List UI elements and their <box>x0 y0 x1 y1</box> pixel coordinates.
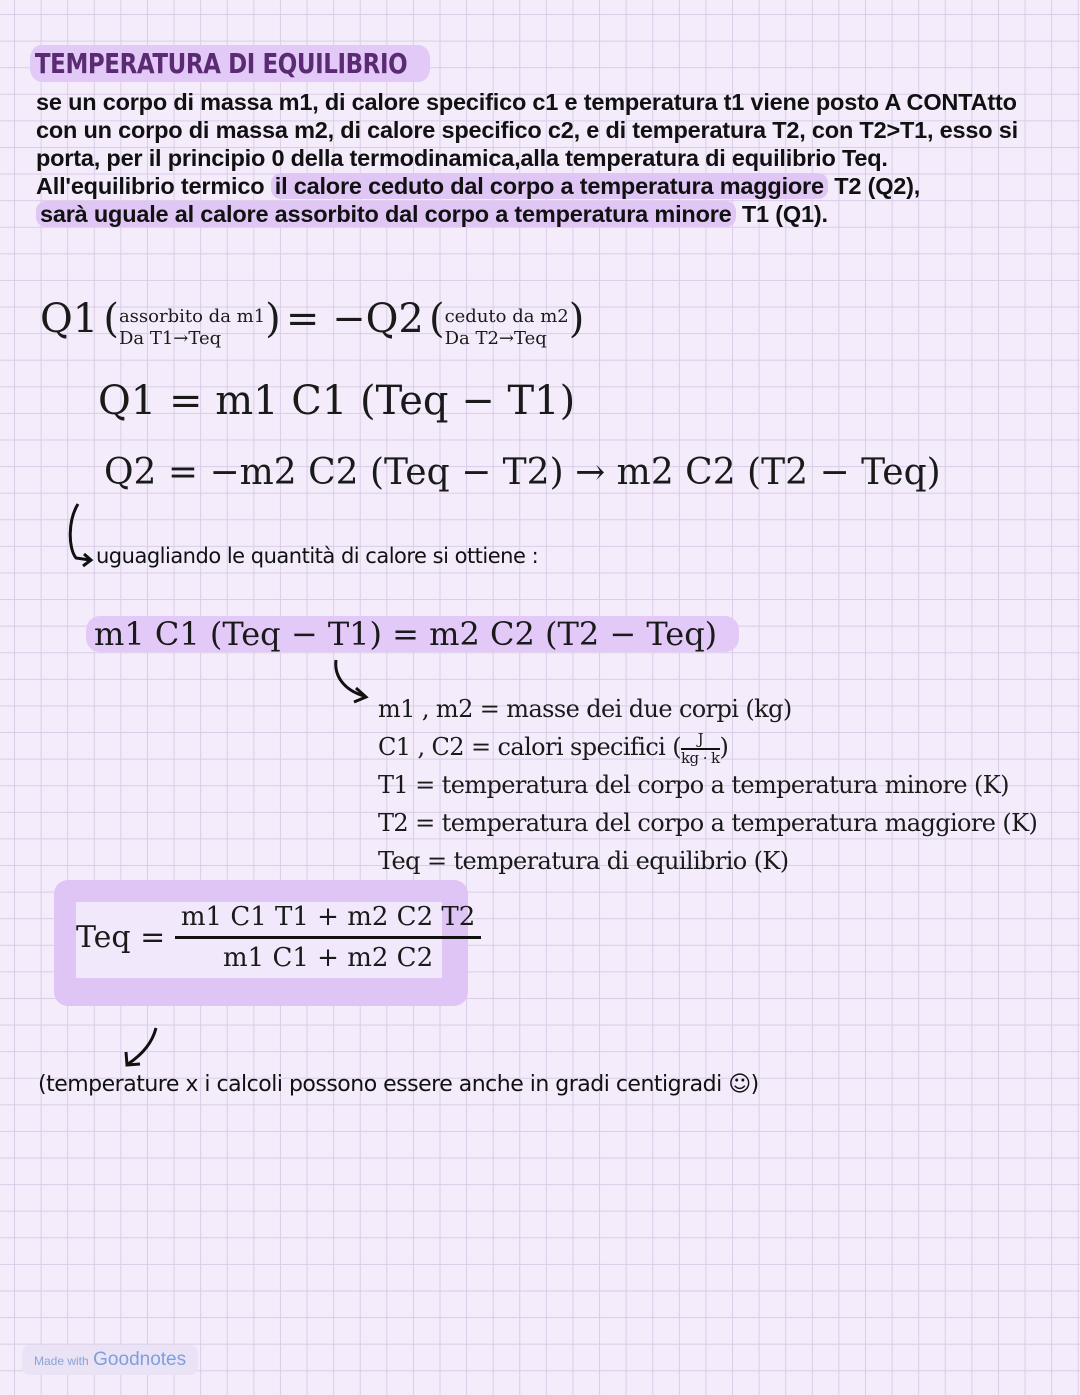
legend-heats-den: kg · k <box>681 748 720 767</box>
eq1-rhs-note-top: ceduto da m2 <box>444 305 569 327</box>
equate-note: uguagliando le quantità di calore si ottiene : <box>96 544 539 568</box>
eq1-lhs-note <box>119 306 265 350</box>
intro-line-2c: T2 (Q2), <box>834 173 921 199</box>
intro-line-2a: All'equilibrio termico <box>36 173 265 199</box>
formula-lhs: Teq = <box>76 920 166 955</box>
goodnotes-badge <box>22 1345 198 1375</box>
eq1-lhs: Q1 <box>40 296 99 342</box>
equation-balance-highlight: m1 C1 (Teq − T1) = m2 C2 (T2 − Teq) <box>86 616 739 652</box>
eq1-lhs-note-top: assorbito da m1 <box>118 305 266 327</box>
intro-paragraph <box>36 88 1036 228</box>
legend-heats-unit <box>681 729 720 767</box>
legend-masses: m1 , m2 = masse dei due corpi (kg) <box>378 695 792 723</box>
legend-heats-suffix: ) <box>719 733 729 761</box>
eq1-lhs-note-bottom: Da T1→Teq <box>118 327 222 349</box>
formula-fraction <box>175 902 481 973</box>
intro-line-3b: T1 (Q1). <box>741 201 828 227</box>
eq1-rhs-note-bottom: Da T2→Teq <box>444 327 547 349</box>
legend-specific-heats <box>378 728 1037 766</box>
eq1-rhs-note <box>445 306 569 350</box>
legend-heats-prefix: C1 , C2 = calori specifici ( <box>378 733 682 761</box>
down-arrow-icon <box>118 1022 164 1072</box>
page-title <box>30 45 430 82</box>
title-text: TEMPERATURA DI EQUILIBRIO <box>34 47 408 80</box>
badge-made-with: Made with <box>34 1354 89 1368</box>
formula-teq <box>76 902 481 973</box>
equation-q1: Q1 = m1 C1 (Teq − T1) <box>98 378 576 424</box>
intro-line-2 <box>36 172 1036 200</box>
highlight-ceduto: il calore ceduto dal corpo a temperatura maggiore <box>271 173 828 199</box>
formula-numerator: m1 C1 T1 + m2 C2 T2 <box>175 902 481 939</box>
variables-legend <box>378 690 1037 880</box>
curved-arrow-icon <box>330 656 380 706</box>
formula-denominator: m1 C1 + m2 C2 <box>223 943 434 973</box>
legend-heats-num: J <box>681 732 720 750</box>
eq1-mid: = −Q2 <box>285 296 424 342</box>
intro-line-1: se un corpo di massa m1, di calore specifico c1 e temperatura t1 viene posto A CONTAtto con un corpo di massa m2, di calore specifico c2, e di temperatura T2, con T2>T1, esso si porta, per il principio 0 della termodinamica,alla temperatura di equilibrio Teq. <box>36 89 1018 171</box>
equation-q2: Q2 = −m2 C2 (Teq − T2) → m2 C2 (T2 − Teq) <box>104 452 941 493</box>
footnote-centigrade: (temperature x i calcoli possono essere anche in gradi centigradi ☺) <box>38 1072 759 1097</box>
highlight-assorbito: sarà uguale al calore assorbito dal corpo a temperatura minore <box>36 201 736 227</box>
legend-t2: T2 = temperatura del corpo a temperatura maggiore (K) <box>378 809 1038 837</box>
equation-heat-balance: Q1 (assorbito da m1 Da T1→Teq ) = −Q2 (ceduto da m2 Da T2→Teq ) <box>40 296 585 349</box>
badge-brand: Goodnotes <box>93 1349 187 1370</box>
formula-box <box>54 880 476 1006</box>
legend-t1: T1 = temperatura del corpo a temperatura minore (K) <box>378 771 1009 799</box>
legend-teq: Teq = temperatura di equilibrio (K) <box>378 847 789 875</box>
intro-line-3 <box>36 200 1036 228</box>
